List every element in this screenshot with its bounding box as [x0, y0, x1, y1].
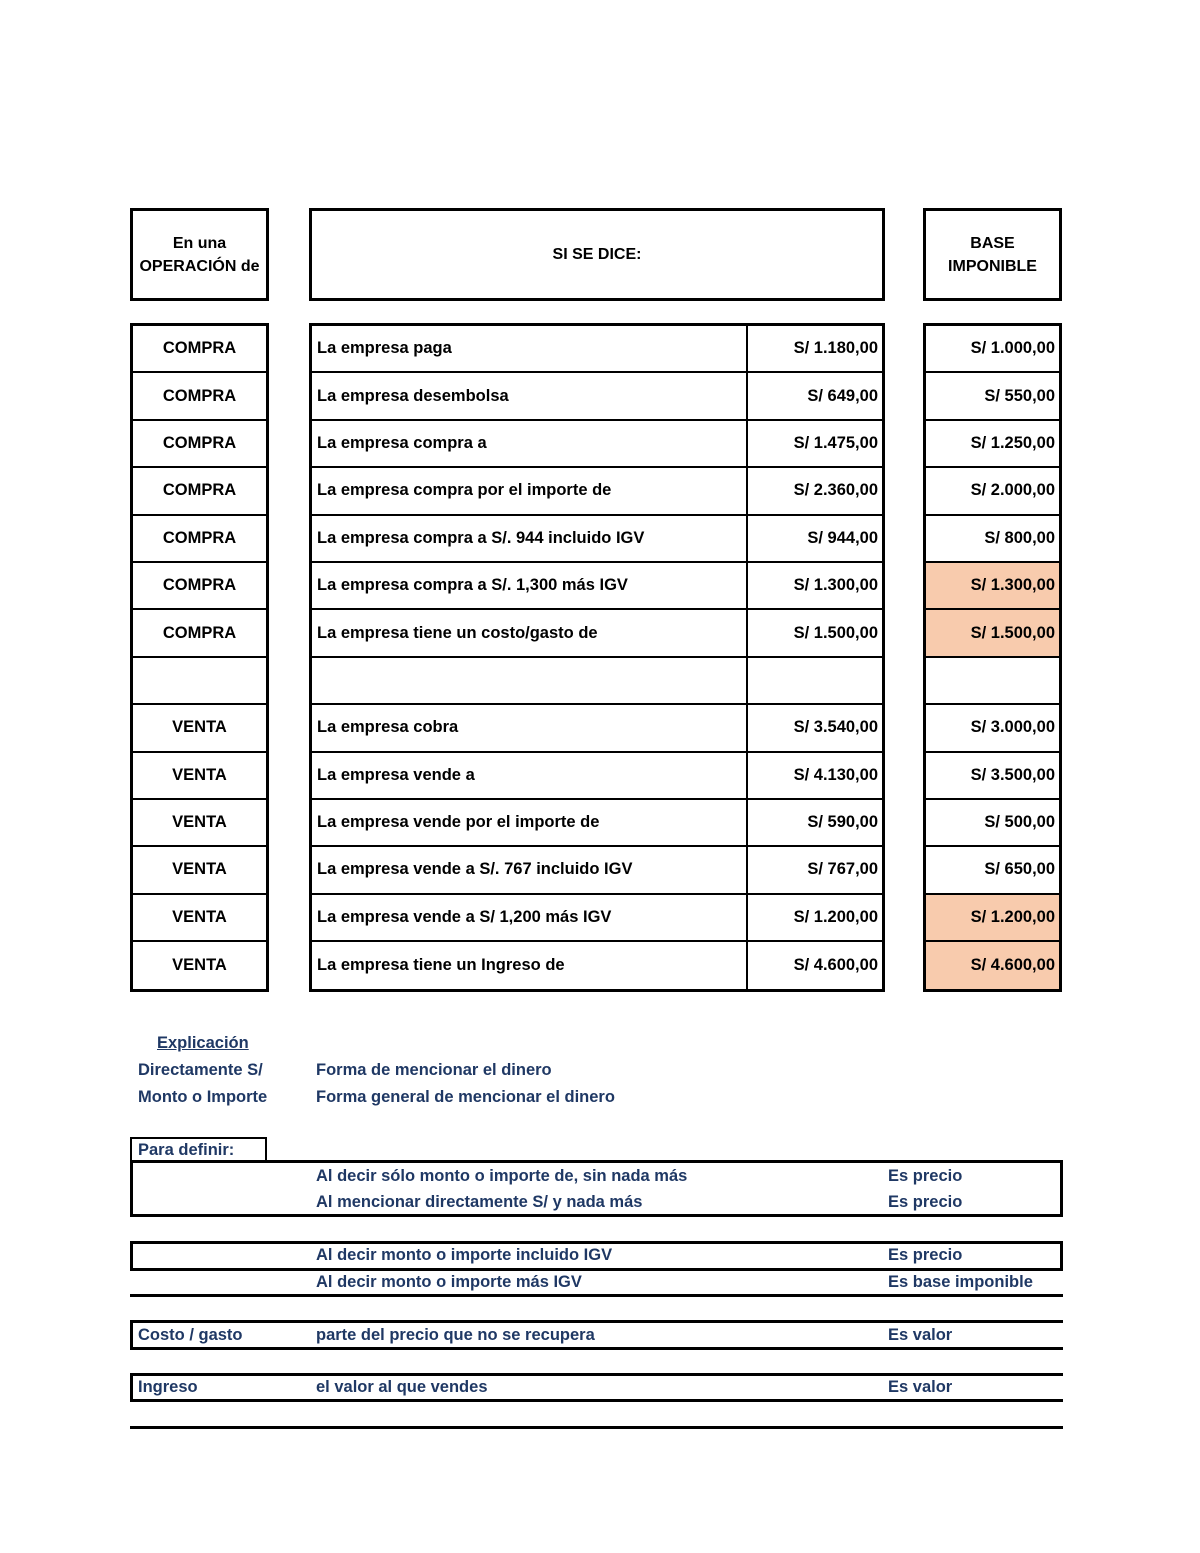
definitions-label: Para definir:	[138, 1141, 235, 1159]
base-header-line1: BASE	[970, 234, 1015, 252]
operation-cell	[133, 658, 266, 705]
si-se-dice-label: SI SE DICE:	[552, 246, 642, 263]
definition-text-5: parte del precio que no se recupera	[316, 1326, 595, 1344]
rule-line	[130, 1268, 1063, 1271]
statement-amount: S/ 944,00	[807, 528, 878, 547]
base-imponible-cell	[926, 658, 1059, 705]
statement-text	[312, 658, 748, 703]
statement-text: La empresa vende a S/. 767 incluido IGV	[312, 847, 748, 892]
statement-amount: S/ 4.600,00	[793, 956, 878, 975]
definition-text-1: Al decir sólo monto o importe de, sin nada más	[316, 1167, 688, 1185]
definition-term-6: Ingreso	[138, 1378, 198, 1396]
operation-cell: COMPRA	[133, 516, 266, 563]
statement-row	[312, 373, 882, 420]
statement-text: La empresa compra a	[312, 421, 748, 466]
definition-result-5: Es valor	[888, 1326, 953, 1344]
operation-cell: VENTA	[133, 800, 266, 847]
base-imponible-column	[923, 323, 1062, 992]
explanation-title: Explicación	[157, 1034, 249, 1052]
statement-text: La empresa desembolsa	[312, 373, 748, 418]
rule-line	[130, 1347, 1063, 1350]
statement-row	[312, 468, 882, 515]
statement-text: La empresa tiene un costo/gasto de	[312, 610, 748, 655]
rule-line	[130, 1214, 1063, 1217]
operation-header	[130, 208, 269, 301]
operation-header-line2: OPERACIÓN de	[139, 257, 260, 275]
statement-row	[312, 516, 882, 563]
base-imponible-cell: S/ 1.200,00	[926, 895, 1059, 942]
rule-line	[130, 1294, 1063, 1297]
statement-amount: S/ 4.130,00	[793, 765, 878, 784]
statement-row	[312, 705, 882, 752]
statement-text: La empresa paga	[312, 326, 748, 371]
statement-text: La empresa compra a S/. 944 incluido IGV	[312, 516, 748, 561]
statement-amount: S/ 3.540,00	[793, 718, 878, 737]
operation-cell: VENTA	[133, 895, 266, 942]
operation-cell: COMPRA	[133, 373, 266, 420]
statement-amount: S/ 1.300,00	[793, 576, 878, 595]
operation-cell: COMPRA	[133, 326, 266, 373]
statement-row	[312, 563, 882, 610]
base-imponible-cell: S/ 1.000,00	[926, 326, 1059, 373]
si-se-dice-header	[309, 208, 885, 301]
rule-line	[130, 1320, 133, 1347]
statement-amount: S/ 767,00	[807, 860, 878, 879]
statement-text: La empresa vende por el importe de	[312, 800, 748, 845]
statement-column	[309, 323, 885, 992]
statement-row	[312, 610, 882, 657]
statement-amount: S/ 649,00	[807, 386, 878, 405]
statement-text: La empresa tiene un Ingreso de	[312, 942, 748, 989]
statement-amount: S/ 2.360,00	[793, 481, 878, 500]
base-imponible-cell: S/ 4.600,00	[926, 942, 1059, 989]
rule-line	[130, 1373, 1063, 1376]
operation-cell: VENTA	[133, 847, 266, 894]
rule-line	[130, 1320, 1063, 1323]
operation-cell: COMPRA	[133, 610, 266, 657]
statement-text: La empresa compra por el importe de	[312, 468, 748, 513]
statement-text: La empresa vende a	[312, 753, 748, 798]
base-imponible-header	[923, 208, 1062, 301]
base-imponible-cell: S/ 1.500,00	[926, 610, 1059, 657]
statement-row	[312, 753, 882, 800]
operation-cell: VENTA	[172, 956, 227, 975]
operation-cell: COMPRA	[133, 563, 266, 610]
statement-amount: S/ 590,00	[807, 813, 878, 832]
statement-row	[312, 942, 882, 989]
rule-line	[130, 1399, 1063, 1402]
definition-text-2: Al mencionar directamente S/ y nada más	[316, 1193, 643, 1211]
definition-text-3: Al decir monto o importe incluido IGV	[316, 1246, 613, 1264]
operation-column	[130, 323, 269, 992]
statement-amount: S/ 1.200,00	[793, 907, 878, 926]
statement-amount: S/ 1.500,00	[793, 623, 878, 642]
rule-line	[130, 1241, 133, 1268]
rule-line	[130, 1160, 133, 1217]
base-imponible-cell: S/ 500,00	[926, 800, 1059, 847]
rule-line	[130, 1241, 1063, 1244]
definition-result-3: Es precio	[888, 1246, 963, 1264]
statement-amount: S/ 1.475,00	[793, 433, 878, 452]
statement-text: La empresa compra a S/. 1,300 más IGV	[312, 563, 748, 608]
operation-header-line1: En una	[172, 234, 227, 252]
statement-row	[312, 658, 882, 705]
base-imponible-cell: S/ 2.000,00	[926, 468, 1059, 515]
statement-text: La empresa vende a S/ 1,200 más IGV	[312, 895, 748, 940]
base-imponible-cell: S/ 1.300,00	[926, 563, 1059, 610]
rule-line	[130, 1160, 1063, 1163]
operation-cell: VENTA	[133, 753, 266, 800]
base-imponible-cell: S/ 1.250,00	[926, 421, 1059, 468]
explanation-desc-1: Forma de mencionar el dinero	[316, 1061, 552, 1079]
statement-row	[312, 800, 882, 847]
base-imponible-cell: S/ 650,00	[926, 847, 1059, 894]
base-imponible-cell: S/ 800,00	[926, 516, 1059, 563]
definition-result-6: Es valor	[888, 1378, 953, 1396]
base-imponible-cell: S/ 550,00	[926, 373, 1059, 420]
definition-term-5: Costo / gasto	[138, 1326, 243, 1344]
definition-result-1: Es precio	[888, 1167, 963, 1185]
definition-text-4: Al decir monto o importe más IGV	[316, 1273, 582, 1291]
statement-amount: S/ 1.180,00	[793, 339, 878, 358]
base-header-line2: IMPONIBLE	[948, 257, 1037, 275]
statement-amount	[748, 658, 882, 703]
statement-row	[312, 421, 882, 468]
explanation-term-2: Monto o Importe	[138, 1088, 268, 1106]
statement-row	[312, 895, 882, 942]
explanation-desc-2: Forma general de mencionar el dinero	[316, 1088, 615, 1106]
definition-result-4: Es base imponible	[888, 1273, 1033, 1291]
operation-cell: COMPRA	[133, 421, 266, 468]
rule-line	[1060, 1160, 1063, 1217]
definition-text-6: el valor al que vendes	[316, 1378, 488, 1396]
explanation-term-1: Directamente S/	[138, 1061, 263, 1079]
base-imponible-cell: S/ 3.500,00	[926, 753, 1059, 800]
statement-row	[312, 326, 882, 373]
operation-cell: VENTA	[133, 705, 266, 752]
statement-row	[312, 847, 882, 894]
rule-line	[130, 1373, 133, 1399]
rule-line	[1060, 1241, 1063, 1268]
base-imponible-cell: S/ 3.000,00	[926, 705, 1059, 752]
operation-cell: COMPRA	[133, 468, 266, 515]
rule-line	[130, 1426, 1063, 1429]
definition-result-2: Es precio	[888, 1193, 963, 1211]
statement-text: La empresa cobra	[312, 705, 748, 750]
